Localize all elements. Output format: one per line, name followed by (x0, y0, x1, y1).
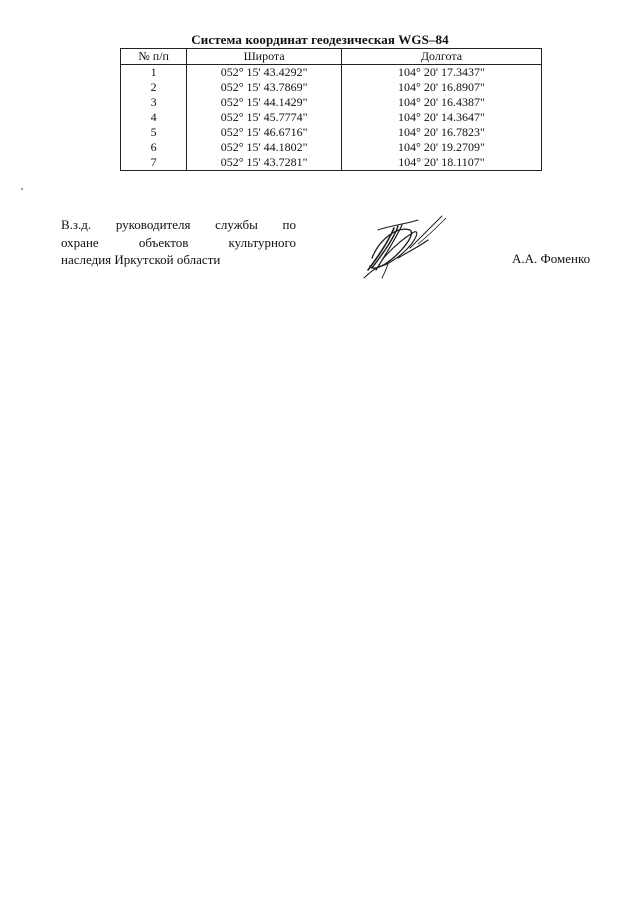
point-longitude: 104° 20' 18.1107" (341, 155, 541, 171)
point-longitude: 104° 20' 16.8907" (341, 80, 541, 95)
point-number: 3 (121, 95, 187, 110)
signer-position-line: охране объектов культурного (61, 234, 296, 250)
signer-position-line: В.з.д. руководителя службы по (61, 217, 296, 232)
point-latitude: 052° 15' 44.1802" (187, 140, 342, 155)
header-number: № п/п (121, 49, 187, 65)
point-latitude: 052° 15' 43.7281" (187, 155, 342, 171)
scan-speck (21, 188, 23, 190)
document-title: Система координат геодезическая WGS–84 (191, 32, 449, 47)
table-row (121, 110, 542, 125)
table-header-row (121, 49, 542, 65)
header-latitude: Широта (187, 49, 342, 65)
point-longitude: 104° 20' 14.3647" (341, 110, 541, 125)
table-row (121, 95, 542, 110)
point-longitude: 104° 20' 19.2709" (341, 140, 541, 155)
point-latitude: 052° 15' 43.4292" (187, 65, 342, 81)
point-longitude: 104° 20' 16.4387" (341, 95, 541, 110)
signer-position-line: наследия Иркутской области (61, 252, 221, 267)
signer-position (61, 216, 296, 269)
signer-name: А.А. Фоменко (512, 251, 591, 266)
table-row (121, 140, 542, 155)
point-number: 4 (121, 110, 187, 125)
table-row (121, 65, 542, 81)
header-longitude: Долгота (341, 49, 541, 65)
handwritten-signature (358, 208, 450, 282)
point-latitude: 052° 15' 45.7774" (187, 110, 342, 125)
point-longitude: 104° 20' 17.3437" (341, 65, 541, 81)
point-number: 1 (121, 65, 187, 81)
point-longitude: 104° 20' 16.7823" (341, 125, 541, 140)
table-row (121, 155, 542, 171)
point-number: 5 (121, 125, 187, 140)
point-latitude: 052° 15' 43.7869" (187, 80, 342, 95)
table-row (121, 80, 542, 95)
point-latitude: 052° 15' 46.6716" (187, 125, 342, 140)
point-number: 7 (121, 155, 187, 171)
table-row (121, 125, 542, 140)
point-latitude: 052° 15' 44.1429" (187, 95, 342, 110)
coordinates-table (120, 48, 542, 171)
point-number: 6 (121, 140, 187, 155)
point-number: 2 (121, 80, 187, 95)
